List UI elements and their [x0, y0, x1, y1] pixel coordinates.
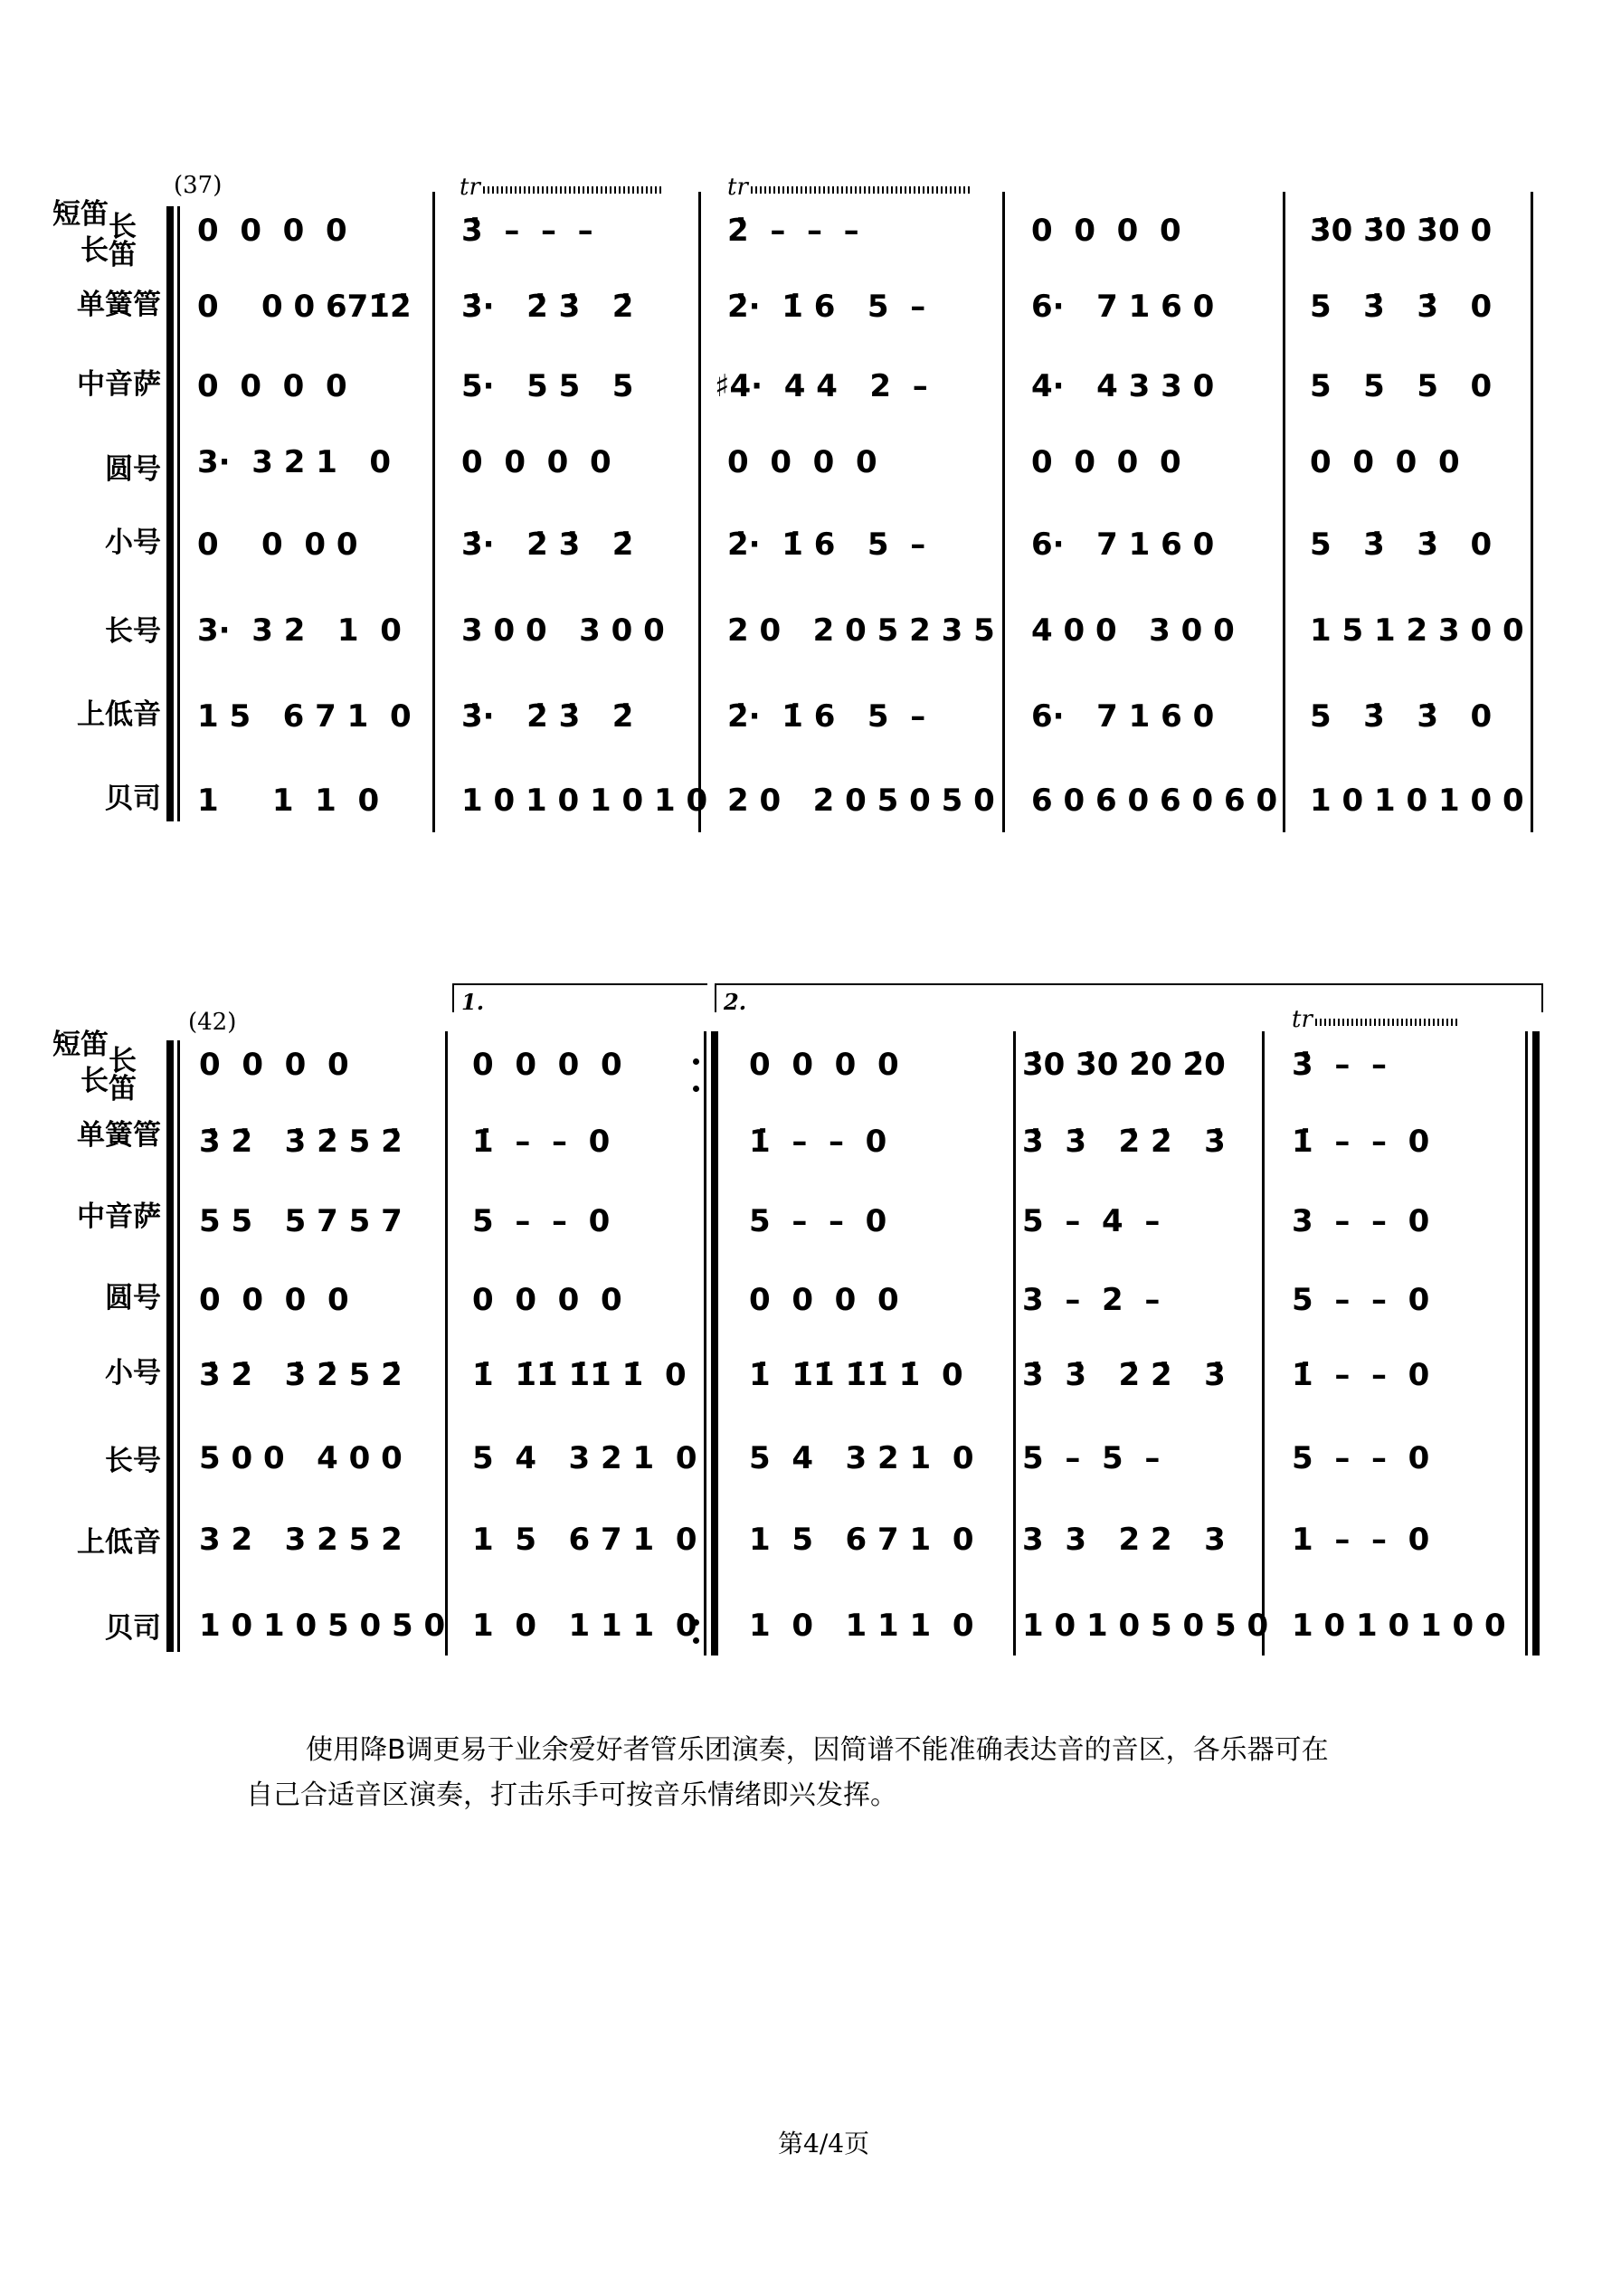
- note-cell: 3· 3 2 1 0: [197, 612, 402, 649]
- instrument-label-bass: 贝司: [105, 783, 161, 815]
- note-cell: 1̇ 1̇1̇ 1̇1̇ 1̇ 0: [749, 1357, 963, 1393]
- note-cell: 3 0 0 3 0 0: [461, 612, 665, 649]
- note-cell: 0 0 0 0: [461, 444, 611, 480]
- note-cell: 3 2 3 2 5 2: [199, 1522, 403, 1558]
- instrument-label-piccolo: 短笛: [52, 198, 109, 231]
- note-cell: 0 0 0 0: [197, 368, 347, 404]
- trill-mark: tr: [460, 174, 480, 201]
- note-cell: 2̇· 1̇ 6 5 –: [727, 527, 926, 563]
- instrument-label-piccolo: 短笛: [52, 1029, 109, 1061]
- note-cell: 5· 5 5 5: [461, 368, 634, 404]
- note-cell: 5 3̇ 3̇ 0: [1310, 698, 1493, 735]
- barline: [1262, 1031, 1265, 1656]
- barline: [432, 192, 435, 832]
- footnote-line-2: 自己合适音区演奏，打击乐手可按音乐情绪即兴发挥。: [246, 1779, 897, 1811]
- repeat-dot: [693, 1058, 699, 1065]
- measure-number: (42): [188, 1009, 237, 1036]
- note-cell: 3̇ 2̇ 3̇ 2̇ 5 2̇: [199, 1357, 403, 1393]
- instrument-label-trombone: 长号: [105, 1445, 161, 1477]
- note-cell: 3̇ – – –: [461, 213, 593, 249]
- note-cell: 3̇· 2̇ 3̇ 2̇: [461, 698, 634, 735]
- instrument-label-horn: 圆号: [105, 1282, 161, 1314]
- instrument-label-clarinet: 单簧管: [77, 1119, 161, 1152]
- note-cell: 1 0 1 0 5 0 5 0: [1022, 1608, 1269, 1644]
- instrument-label-baritone: 上低音: [77, 1526, 161, 1559]
- note-cell: 1 0 1 1 1 0: [472, 1608, 697, 1644]
- note-cell: 3̇0 3̇0 2̇0 2̇0: [1022, 1047, 1226, 1083]
- note-cell: 1 0 1 0 5 0 5 0: [199, 1608, 446, 1644]
- instrument-label-flute: 长: [81, 234, 109, 267]
- instrument-label-flute: 长: [81, 1065, 109, 1097]
- instrument-label-alto-sax: 中音萨: [77, 368, 161, 401]
- note-cell: 3 – – 0: [1292, 1203, 1430, 1239]
- barline: [1283, 192, 1285, 832]
- note-cell: 2̇· 1̇ 6 5 –: [727, 698, 926, 735]
- instrument-label-trumpet: 小号: [105, 527, 161, 559]
- volta-bracket-2: [715, 983, 1543, 1015]
- instrument-label-trumpet: 小号: [105, 1357, 161, 1390]
- note-cell: 0 0 0 0: [749, 1282, 899, 1318]
- system-bracket-line: [177, 1040, 180, 1652]
- note-cell: 3̇ 2̇ 3̇ 2̇ 5 2̇: [199, 1124, 403, 1160]
- footnote-line-1: 使用降B调更易于业余爱好者管乐团演奏，因简谱不能准确表达音的音区，各乐器可在: [306, 1734, 1329, 1766]
- trill-wave: [483, 186, 664, 194]
- note-cell: 3̇0 3̇0 3̇0 0: [1310, 213, 1493, 249]
- trill-mark: tr: [1292, 1006, 1313, 1033]
- instrument-label-clarinet: 单簧管: [77, 289, 161, 321]
- measure-number: (37): [174, 172, 223, 199]
- note-cell: 6· 7 1 6 0: [1031, 289, 1215, 325]
- note-cell: 0 0 0 0: [197, 527, 358, 563]
- note-cell: 3 3 2 2 3: [1022, 1522, 1226, 1558]
- note-cell: 2̇ – – –: [727, 213, 859, 249]
- note-cell: 0 0 0 0: [727, 444, 877, 480]
- instrument-label-alto-sax: 中音萨: [77, 1200, 161, 1233]
- note-cell: 0 0 0 0: [1310, 444, 1460, 480]
- note-cell: 5 3̇ 3̇ 0: [1310, 289, 1493, 325]
- note-cell: 1̇ – – 0: [472, 1124, 611, 1160]
- note-cell: 6· 7 1 6 0: [1031, 698, 1215, 735]
- note-cell: 5 – – 0: [472, 1203, 611, 1239]
- volta-bracket-1: [452, 983, 707, 1015]
- note-cell: 3· 3 2 1 0: [197, 444, 392, 480]
- trill-wave: [1315, 1019, 1460, 1026]
- note-cell: 2̇· 1̇ 6 5 –: [727, 289, 926, 325]
- page-number: 第4/4页: [778, 2129, 870, 2158]
- volta-label-2: 2.: [724, 989, 747, 1015]
- note-cell: 4 0 0 3 0 0: [1031, 612, 1235, 649]
- note-cell: 5 4 3 2 1 0: [749, 1440, 974, 1476]
- note-cell: 1 5 6 7 1 0: [472, 1522, 697, 1558]
- note-cell: 5 – – 0: [749, 1203, 887, 1239]
- note-cell: 5 – 4 –: [1022, 1203, 1161, 1239]
- note-cell: 5 3̇ 3̇ 0: [1310, 527, 1493, 563]
- note-cell: 3̇ 3̇ 2̇ 2̇ 3̇: [1022, 1357, 1226, 1393]
- barline: [1002, 192, 1005, 832]
- note-cell: 2 0 2 0 5 0 5 0: [727, 783, 995, 819]
- note-cell: 1 5 1 2 3 0 0: [1310, 612, 1524, 649]
- note-cell: 1 1 1 0: [197, 783, 380, 819]
- note-cell: 1 – – 0: [1292, 1522, 1430, 1558]
- repeat-barline-thin: [704, 1031, 706, 1656]
- note-cell: 2 0 2 0 5 2 3 5: [727, 612, 995, 649]
- note-cell: 0 0 0 671̇2̇: [197, 289, 412, 325]
- barline: [1013, 1031, 1016, 1656]
- note-cell: 1 0 1 1 1 0: [749, 1608, 974, 1644]
- note-cell: 1 0 1 0 1 0 0: [1292, 1608, 1506, 1644]
- note-cell: 1 0 1 0 1 0 0: [1310, 783, 1524, 819]
- note-cell: 1 0 1 0 1 0 1 0: [461, 783, 708, 819]
- note-cell: 0 0 0 0: [472, 1047, 622, 1083]
- note-cell: 1̇ – – 0: [749, 1124, 887, 1160]
- note-cell: 1̇ – – 0: [1292, 1124, 1430, 1160]
- trill-wave: [751, 186, 970, 194]
- volta-label-1: 1.: [461, 989, 485, 1015]
- barline: [445, 1031, 448, 1656]
- note-cell: 5 – – 0: [1292, 1282, 1430, 1318]
- note-cell: 0 0 0 0: [197, 213, 347, 249]
- note-cell: 3̇· 2̇ 3̇ 2̇: [461, 527, 634, 563]
- note-cell: 1̇ – – 0: [1292, 1357, 1430, 1393]
- note-cell: 5 – 5 –: [1022, 1440, 1161, 1476]
- instrument-label-trombone: 长号: [105, 615, 161, 648]
- note-cell: 1̇ 1̇1̇ 1̇1̇ 1̇ 0: [472, 1357, 687, 1393]
- note-cell: 6· 7 1 6 0: [1031, 527, 1215, 563]
- note-cell: 6 0 6 0 6 0 6 0: [1031, 783, 1278, 819]
- barline: [1531, 192, 1533, 832]
- note-cell: 3 – 2 –: [1022, 1282, 1161, 1318]
- note-cell: 0 0 0 0: [472, 1282, 622, 1318]
- repeat-dot: [693, 1086, 699, 1092]
- note-cell: 0 0 0 0: [749, 1047, 899, 1083]
- instrument-label-horn: 圆号: [105, 453, 161, 486]
- system-bracket: [166, 206, 174, 821]
- note-cell: ♯4· 4 4 2 –: [715, 368, 928, 404]
- instrument-label-bass: 贝司: [105, 1612, 161, 1645]
- note-cell: 5 5 5 7 5 7: [199, 1203, 403, 1239]
- instrument-label-flute-group: 长笛: [109, 211, 137, 271]
- note-cell: 5 5 5 0: [1310, 368, 1493, 404]
- note-cell: 4· 4 3 3 0: [1031, 368, 1215, 404]
- system-bracket-line: [177, 206, 180, 821]
- note-cell: 0 0 0 0: [1031, 213, 1181, 249]
- note-cell: 1 5 6 7 1 0: [197, 698, 412, 735]
- instrument-label-baritone: 上低音: [77, 698, 161, 731]
- note-cell: 3̇ – –: [1292, 1047, 1388, 1083]
- final-barline-thick: [1532, 1031, 1540, 1656]
- note-cell: 0 0 0 0: [199, 1047, 349, 1083]
- note-cell: 3̇· 2̇ 3̇ 2̇: [461, 289, 634, 325]
- barline: [698, 192, 701, 832]
- trill-mark: tr: [727, 174, 748, 201]
- note-cell: 0 0 0 0: [199, 1282, 349, 1318]
- note-cell: 5 – – 0: [1292, 1440, 1430, 1476]
- note-cell: 3̇ 3̇ 2̇ 2̇ 3̇: [1022, 1124, 1226, 1160]
- system-bracket: [166, 1040, 174, 1652]
- repeat-barline-thick: [711, 1031, 718, 1656]
- note-cell: 0 0 0 0: [1031, 444, 1181, 480]
- final-barline-thin: [1525, 1031, 1528, 1656]
- note-cell: 5 4 3 2 1 0: [472, 1440, 697, 1476]
- note-cell: 1 5 6 7 1 0: [749, 1522, 974, 1558]
- instrument-label-flute-group: 长笛: [109, 1045, 137, 1105]
- note-cell: 5 0 0 4 0 0: [199, 1440, 403, 1476]
